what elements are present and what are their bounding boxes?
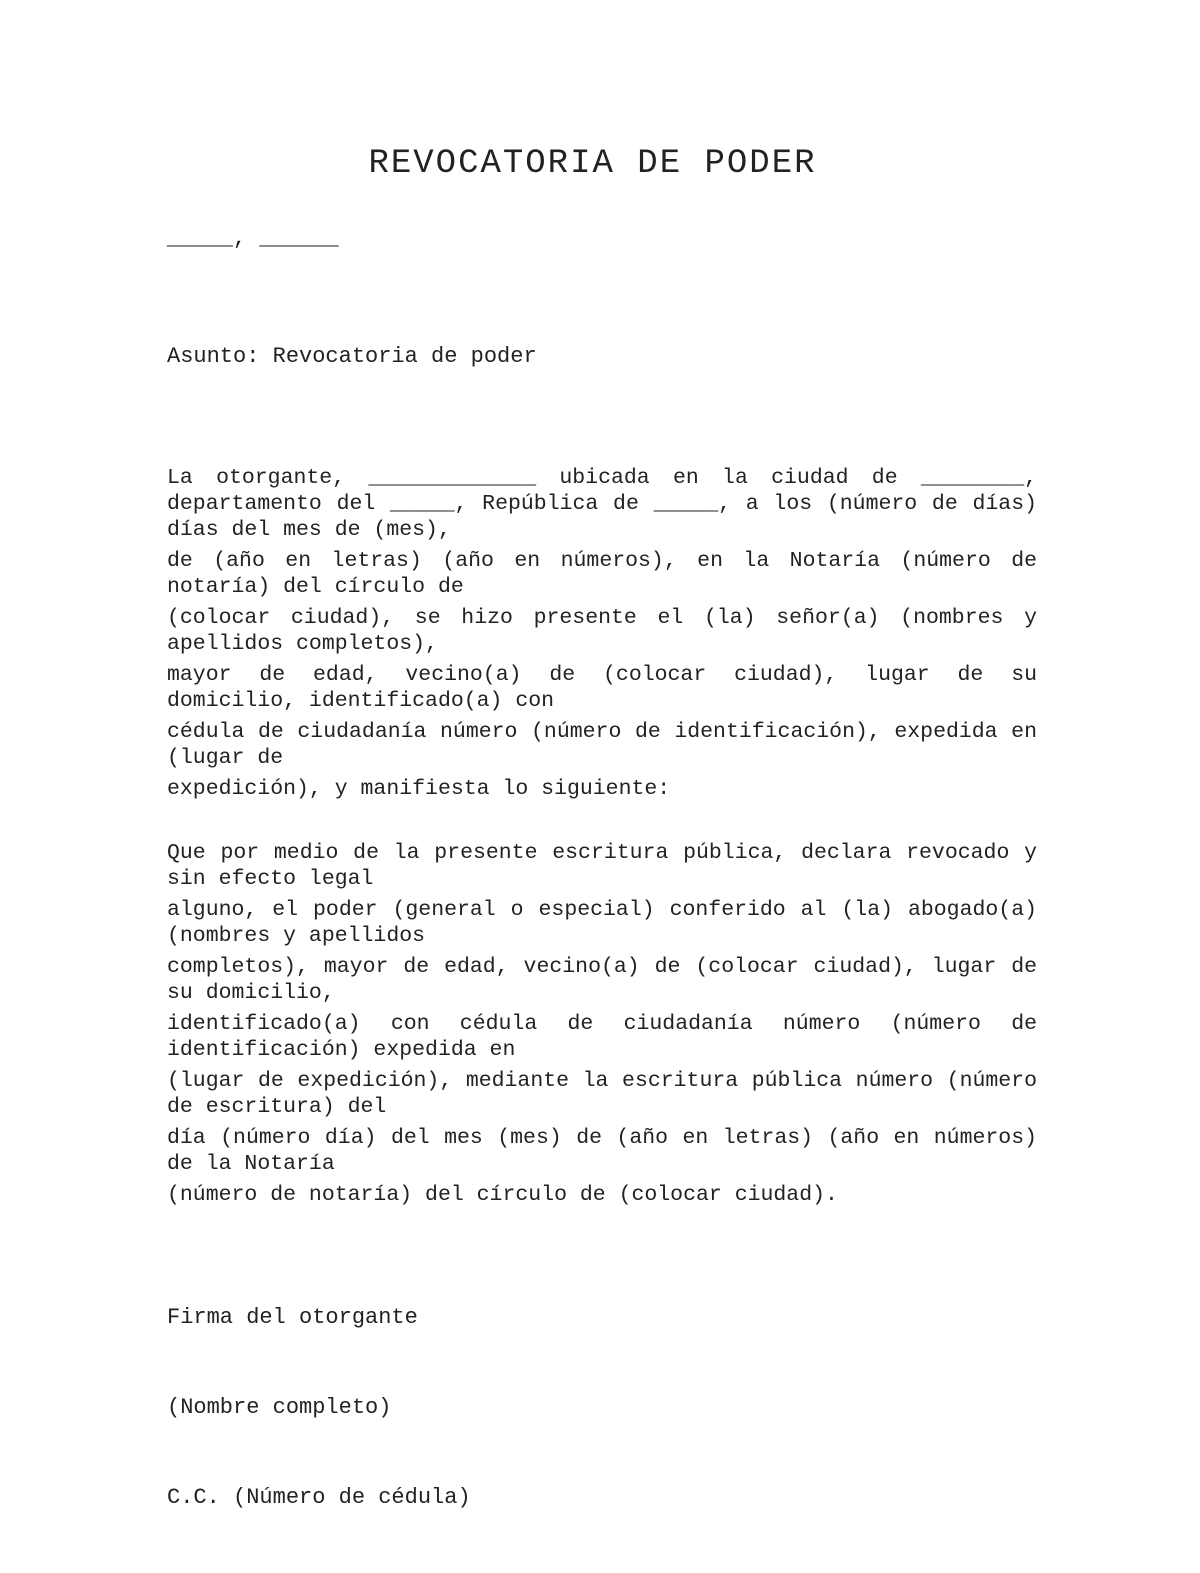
paragraph-segment: identificado(a) con cédula de ciudadanía número (número de identificación) expedida en — [167, 1012, 1037, 1062]
paragraph-segment: día (número día) del mes (mes) de (año en letras) (año en números) de la Notaría — [167, 1126, 1037, 1176]
paragraph-grant-details — [167, 465, 1037, 807]
paragraph-segment: mayor de edad, vecino(a) de (colocar ciudad), lugar de su domicilio, identificado(a) con — [167, 663, 1037, 713]
paragraph-segment: alguno, el poder (general o especial) conferido al (la) abogado(a) (nombres y apellidos — [167, 898, 1037, 948]
paragraph-segment: (colocar ciudad), se hizo presente el (la) señor(a) (nombres y apellidos completos), — [167, 606, 1037, 656]
signature-name: (Nombre completo) — [167, 1395, 392, 1420]
document-title: REVOCATORIA DE PODER — [368, 145, 817, 183]
signature-label: Firma del otorgante — [167, 1305, 418, 1330]
paragraph-revocation — [167, 840, 1037, 1213]
paragraph-segment: (número de notaría) del círculo de (colocar ciudad). — [167, 1183, 838, 1207]
subject-line: Asunto: Revocatoria de poder — [167, 344, 537, 369]
signature-id: C.C. (Número de cédula) — [167, 1485, 471, 1510]
paragraph-segment: La otorgante, _____________ ubicada en la ciudad de ________, departamento del _____, República de _____, a los (número de días) días del mes de (mes), — [167, 466, 1037, 542]
paragraph-segment: completos), mayor de edad, vecino(a) de (colocar ciudad), lugar de su domicilio, — [167, 955, 1037, 1005]
signature-block — [167, 1243, 471, 1573]
paragraph-segment: (lugar de expedición), mediante la escritura pública número (número de escritura) del — [167, 1069, 1037, 1119]
paragraph-segment: Que por medio de la presente escritura pública, declara revocado y sin efecto legal — [167, 841, 1037, 891]
paragraph-segment: cédula de ciudadanía número (número de identificación), expedida en (lugar de — [167, 720, 1037, 770]
date-line: _____, ______ — [167, 226, 339, 251]
paragraph-segment: expedición), y manifiesta lo siguiente: — [167, 777, 671, 801]
paragraph-segment: de (año en letras) (año en números), en la Notaría (número de notaría) del círculo de — [167, 549, 1037, 599]
